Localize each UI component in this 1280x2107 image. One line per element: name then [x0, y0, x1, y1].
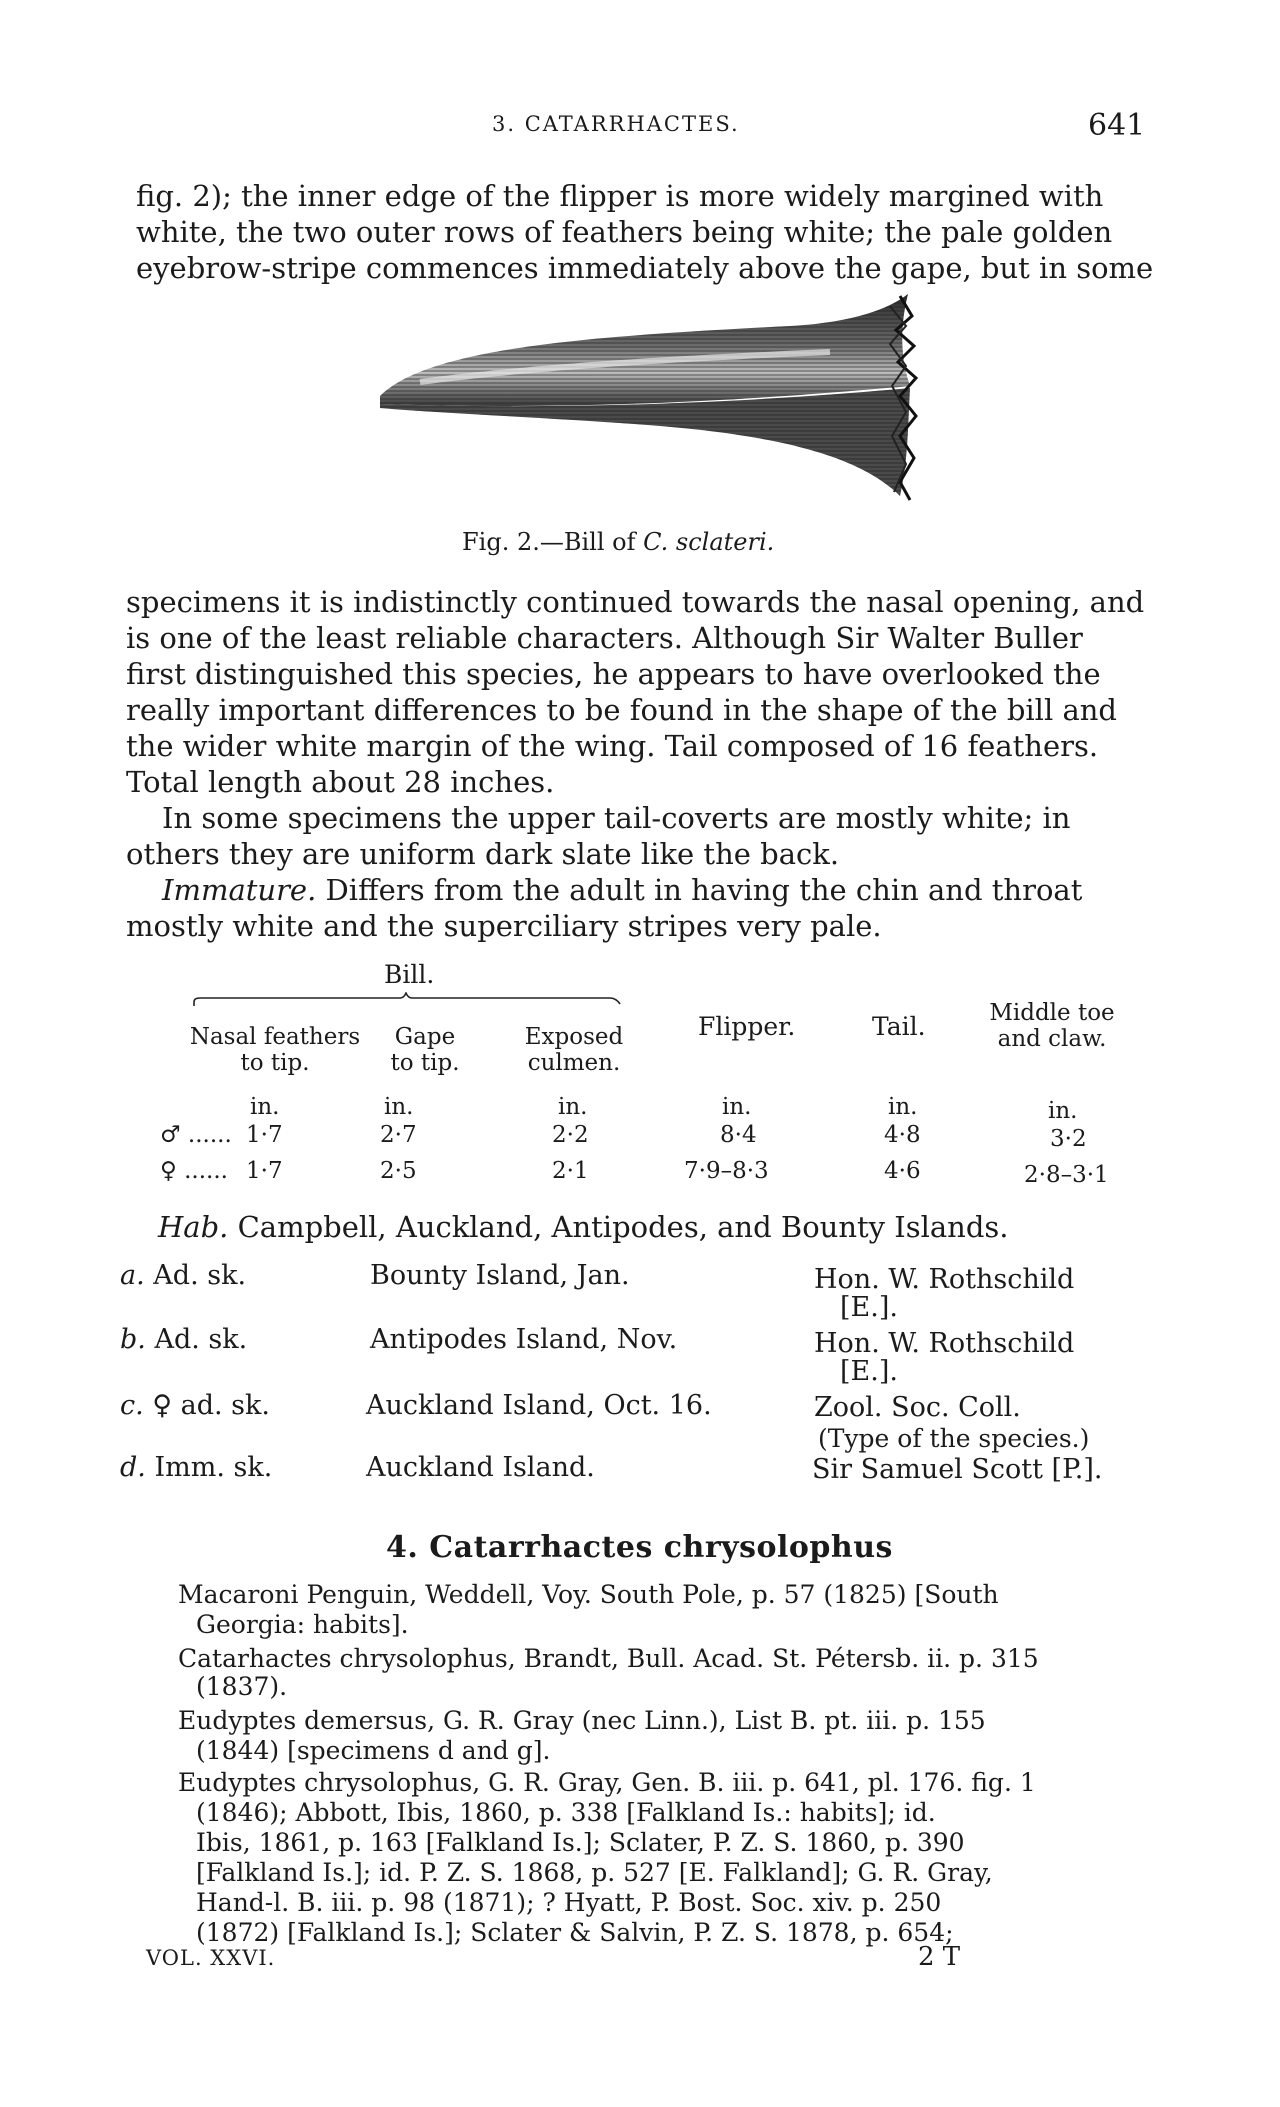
text-line: fig. 2); the inner edge of the flipper is more widely margined with: [136, 179, 1104, 213]
synonymy-line: (1872) [Falkland Is.]; Sclater & Salvin, P. Z. S. 1878, p. 654;: [196, 1918, 954, 1947]
specimen-source-note: [E.].: [840, 1292, 898, 1323]
figure-caption-prefix: Fig. 2.—Bill of: [462, 528, 636, 556]
synonymy-line: Eudyptes demersus, G. R. Gray (nec Linn.), List B. pt. iii. p. 155: [178, 1706, 986, 1735]
figure-caption-taxon: C. sclateri.: [643, 528, 775, 556]
synonymy-line: Ibis, 1861, p. 163 [Falkland Is.]; Sclater, P. Z. S. 1860, p. 390: [196, 1828, 965, 1857]
unit-tail: in.: [888, 1094, 918, 1120]
bill-heading: Bill.: [384, 960, 435, 989]
species-heading: 4. Catarrhactes chrysolophus: [386, 1530, 893, 1565]
specimen-kind: Imm. sk.: [154, 1452, 273, 1483]
cell-value: 1·7: [246, 1122, 283, 1148]
specimen-locality: Auckland Island, Oct. 16.: [366, 1390, 712, 1421]
text-line: eyebrow-stripe commences immediately above the gape, but in some: [136, 251, 1154, 285]
synonymy-line: Georgia: habits].: [196, 1610, 409, 1639]
text-line: white, the two outer rows of feathers being white; the pale golden: [136, 215, 1113, 249]
header-middle-toe: Middle toe and claw.: [989, 1000, 1115, 1052]
specimen-locality: Auckland Island.: [366, 1452, 595, 1483]
specimen-source-note: [E.].: [840, 1356, 898, 1387]
specimen-locality: Antipodes Island, Nov.: [370, 1324, 678, 1355]
cell-value: 2·7: [380, 1122, 417, 1148]
habitat-label: Hab.: [158, 1210, 229, 1244]
cell-value: 3·2: [1050, 1126, 1087, 1152]
specimen-kind: Ad. sk.: [154, 1324, 248, 1355]
specimen-kind: ♀ ad. sk.: [152, 1390, 270, 1421]
synonymy-line: (1846); Abbott, Ibis, 1860, p. 338 [Falkland Is.: habits]; id.: [196, 1798, 936, 1827]
text-line: In some specimens the upper tail-coverts are mostly white; in: [162, 801, 1071, 835]
running-head-title: 3. CATARRHACTES.: [492, 112, 740, 136]
synonymy-line: (1837).: [196, 1672, 288, 1701]
text-line: specimens it is indistinctly continued towards the nasal opening, and: [126, 585, 1145, 619]
habitat-line: [158, 1210, 1009, 1244]
specimen-letter: d.: [120, 1452, 146, 1483]
synonymy-line: Hand-l. B. iii. p. 98 (1871); ? Hyatt, P. Bost. Soc. xiv. p. 250: [196, 1888, 942, 1917]
header-culmen: Exposed culmen.: [524, 1024, 624, 1076]
specimen-letter: a.: [120, 1260, 145, 1291]
list-item: [120, 1260, 246, 1291]
list-item: [120, 1324, 247, 1355]
text-line: others they are uniform dark slate like the back.: [126, 837, 840, 871]
synonymy-line: Macaroni Penguin, Weddell, Voy. South Pole, p. 57 (1825) [South: [178, 1580, 999, 1609]
cell-value: 4·8: [884, 1122, 921, 1148]
header-nasal: Nasal feathers to tip.: [189, 1024, 361, 1076]
cell-value: 7·9–8·3: [684, 1158, 769, 1184]
synonymy-line: Catarhactes chrysolophus, Brandt, Bull. Acad. St. Pétersb. ii. p. 315: [178, 1644, 1039, 1673]
synonymy-line: (1844) [specimens d and g].: [196, 1736, 551, 1765]
cell-value: 8·4: [720, 1122, 757, 1148]
cell-value: 4·6: [884, 1158, 921, 1184]
text-line: is one of the least reliable characters. Although Sir Walter Buller: [126, 621, 1083, 655]
text-line: the wider white margin of the wing. Tail composed of 16 feathers.: [126, 729, 1099, 763]
signature-mark: 2 T: [918, 1942, 961, 1972]
specimen-kind: Ad. sk.: [153, 1260, 247, 1291]
cell-value: 1·7: [246, 1158, 283, 1184]
synonymy-line: Eudyptes chrysolophus, G. R. Gray, Gen. B. iii. p. 641, pl. 176. fig. 1: [178, 1768, 1036, 1797]
text-line: really important differences to be found in the shape of the bill and: [126, 693, 1117, 727]
synonymy-line: [Falkland Is.]; id. P. Z. S. 1868, p. 527 [E. Falkland]; G. R. Gray,: [196, 1858, 993, 1887]
specimen-locality: Bounty Island, Jan.: [370, 1260, 630, 1291]
specimen-source: Zool. Soc. Coll.: [814, 1392, 1021, 1423]
specimen-letter: c.: [120, 1390, 144, 1421]
volume-label: VOL. XXVI.: [146, 1946, 276, 1970]
row-sex-female: ♀ ......: [160, 1158, 228, 1184]
unit-culmen: in.: [558, 1094, 588, 1120]
list-item: [120, 1452, 272, 1483]
specimen-source-note: (Type of the species.): [818, 1424, 1090, 1453]
header-flipper: Flipper.: [698, 1012, 796, 1041]
text-line: first distinguished this species, he appears to have overlooked the: [126, 657, 1101, 691]
page-number: 641: [1088, 108, 1146, 143]
immature-label: Immature.: [162, 873, 317, 907]
cell-value: 2·1: [552, 1158, 589, 1184]
row-sex-male: ♂ ......: [160, 1122, 232, 1148]
cell-value: 2·8–3·1: [1024, 1162, 1109, 1188]
header-tail: Tail.: [872, 1012, 926, 1041]
unit-nasal: in.: [250, 1094, 280, 1120]
specimen-letter: b.: [120, 1324, 146, 1355]
header-gape: Gape to tip.: [390, 1024, 460, 1076]
specimen-source: Hon. W. Rothschild: [814, 1328, 1075, 1359]
habitat-text: Campbell, Auckland, Antipodes, and Bounty Islands.: [237, 1210, 1009, 1244]
cell-value: 2·2: [552, 1122, 589, 1148]
unit-gape: in.: [384, 1094, 414, 1120]
list-item: [120, 1390, 270, 1421]
text-line: Total length about 28 inches.: [126, 765, 555, 799]
specimen-source: Sir Samuel Scott [P.].: [812, 1454, 1103, 1485]
bill-brace: [190, 992, 630, 1012]
specimen-source: Hon. W. Rothschild: [814, 1264, 1075, 1295]
unit-toe: in.: [1048, 1098, 1078, 1124]
cell-value: 2·5: [380, 1158, 417, 1184]
unit-flipper: in.: [722, 1094, 752, 1120]
text-line: mostly white and the superciliary stripes very pale.: [126, 909, 882, 943]
immature-text: Differs from the adult in having the chin and throat: [325, 873, 1083, 907]
